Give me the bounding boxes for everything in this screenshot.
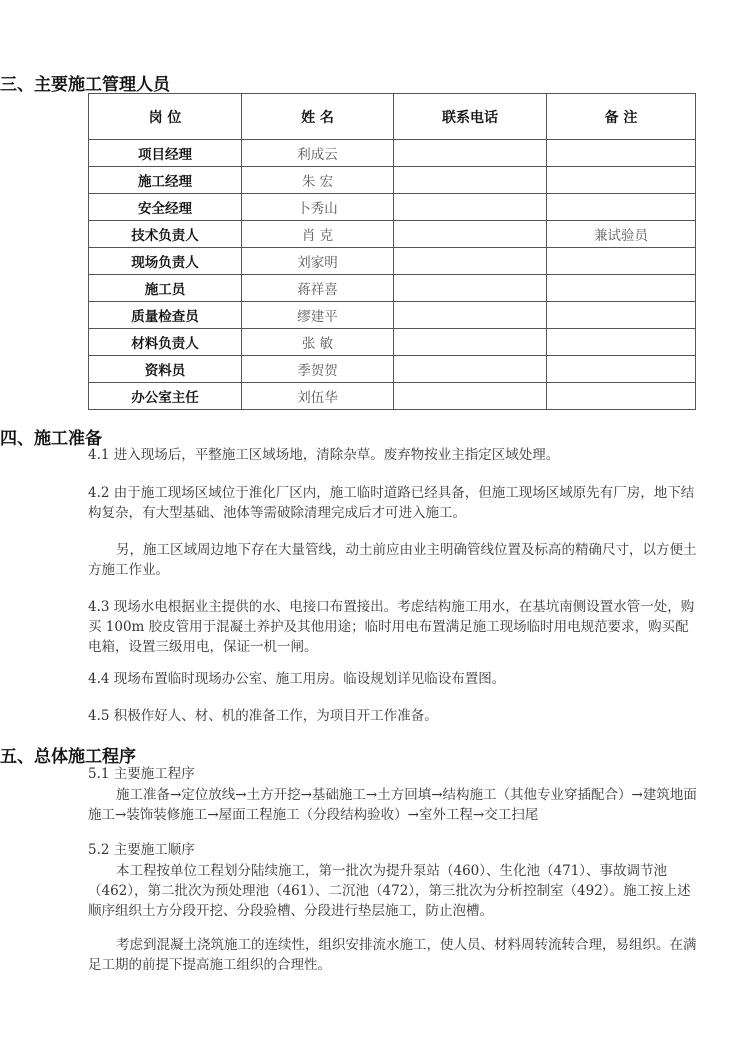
- section-4-heading: 四、施工准备: [0, 429, 102, 449]
- name-cell: 刘伍华: [242, 383, 394, 410]
- phone-cell: [394, 356, 547, 383]
- section-5-heading: 五、总体施工程序: [0, 747, 136, 767]
- note-cell: 兼试验员: [547, 221, 696, 248]
- paragraph-4-1: 4.1 进入现场后，平整施工区域场地，清除杂草。废弃物按业主指定区域处理。: [88, 447, 560, 463]
- name-cell: 季贺贺: [242, 356, 394, 383]
- phone-cell: [394, 275, 547, 302]
- management-staff-table: [88, 93, 696, 410]
- subsection-5-2-body-continued: 考虑到混凝土浇筑施工的连续性，组织安排流水施工，使人员、材料周转流转合理，易组织。在满足工期的前提下提高施工组织的合理性。: [88, 937, 697, 973]
- phone-cell: [394, 302, 547, 329]
- role-cell: 质量检查员: [89, 302, 242, 329]
- note-cell: [547, 302, 696, 329]
- phone-cell: [394, 221, 547, 248]
- header-phone: 联系电话: [394, 94, 547, 140]
- role-cell: 项目经理: [89, 140, 242, 167]
- phone-cell: [394, 248, 547, 275]
- subsection-5-1-title: 5.1 主要施工程序: [88, 766, 195, 782]
- phone-cell: [394, 140, 547, 167]
- header-name: 姓 名: [242, 94, 394, 140]
- role-cell: 资料员: [89, 356, 242, 383]
- name-cell: 张 敏: [242, 329, 394, 356]
- section-3-heading: 三、主要施工管理人员: [0, 75, 170, 95]
- name-cell: 蒋祥喜: [242, 275, 394, 302]
- role-cell: 办公室主任: [89, 383, 242, 410]
- note-cell: [547, 275, 696, 302]
- phone-cell: [394, 167, 547, 194]
- phone-cell: [394, 329, 547, 356]
- name-cell: 卜秀山: [242, 194, 394, 221]
- phone-cell: [394, 383, 547, 410]
- paragraph-4-3: 4.3 现场水电根据业主提供的水、电接口布置接出。考虑结构施工用水，在基坑南侧设置水管一处，购买 100m 胶皮管用于混凝土养护及其他用途；临时用电布置满足施工现场临时用电规范要求，购买配电箱，设置三级用电，保证一机一闸。: [88, 599, 695, 655]
- role-cell: 现场负责人: [89, 248, 242, 275]
- role-cell: 施工员: [89, 275, 242, 302]
- subsection-5-2-body: 本工程按单位工程划分陆续施工，第一批次为提升泵站（460）、生化池（471）、事故调节池（462），第二批次为预处理池（461）、二沉池（472），第三批次为分析控制室（492）。施工按上述顺序组织土方分段开挖、分段验槽、分段进行垫层施工，防止泡槽。: [88, 863, 691, 919]
- note-cell: [547, 383, 696, 410]
- note-cell: [547, 194, 696, 221]
- table-row: [89, 140, 696, 167]
- table-row: [89, 248, 696, 275]
- table-row: [89, 167, 696, 194]
- paragraph-4-5: 4.5 积极作好人、材、机的准备工作，为项目开工作准备。: [88, 708, 438, 724]
- name-cell: 刘家明: [242, 248, 394, 275]
- note-cell: [547, 248, 696, 275]
- table-row: [89, 275, 696, 302]
- phone-cell: [394, 194, 547, 221]
- note-cell: [547, 140, 696, 167]
- role-cell: 技术负责人: [89, 221, 242, 248]
- table-row: [89, 356, 696, 383]
- table-row: [89, 383, 696, 410]
- name-cell: 肖 克: [242, 221, 394, 248]
- paragraph-4-2-supplement: 另，施工区域周边地下存在大量管线，动土前应由业主明确管线位置及标高的精确尺寸，以方便土方施工作业。: [88, 542, 697, 578]
- role-cell: 材料负责人: [89, 329, 242, 356]
- table-row: [89, 221, 696, 248]
- name-cell: 朱 宏: [242, 167, 394, 194]
- header-position: 岗 位: [89, 94, 242, 140]
- note-cell: [547, 356, 696, 383]
- note-cell: [547, 167, 696, 194]
- paragraph-4-4: 4.4 现场布置临时现场办公室、施工用房。临设规划详见临设布置图。: [88, 671, 506, 687]
- table-row: [89, 194, 696, 221]
- table-row: [89, 329, 696, 356]
- table-row: [89, 302, 696, 329]
- name-cell: 利成云: [242, 140, 394, 167]
- note-cell: [547, 329, 696, 356]
- table-header-row: [89, 94, 696, 140]
- role-cell: 施工经理: [89, 167, 242, 194]
- name-cell: 缪建平: [242, 302, 394, 329]
- subsection-5-2-title: 5.2 主要施工顺序: [88, 842, 195, 858]
- header-notes: 备 注: [547, 94, 696, 140]
- subsection-5-1-body: 施工准备→定位放线→土方开挖→基础施工→土方回填→结构施工（其他专业穿插配合）→建筑地面施工→装饰装修施工→屋面工程施工（分段结构验收）→室外工程→交工扫尾: [88, 787, 697, 823]
- role-cell: 安全经理: [89, 194, 242, 221]
- paragraph-4-2: 4.2 由于施工现场区域位于淮化厂区内，施工临时道路已经具备，但施工现场区域原先有厂房，地下结构复杂，有大型基础、池体等需破除清理完成后才可进入施工。: [88, 485, 695, 521]
